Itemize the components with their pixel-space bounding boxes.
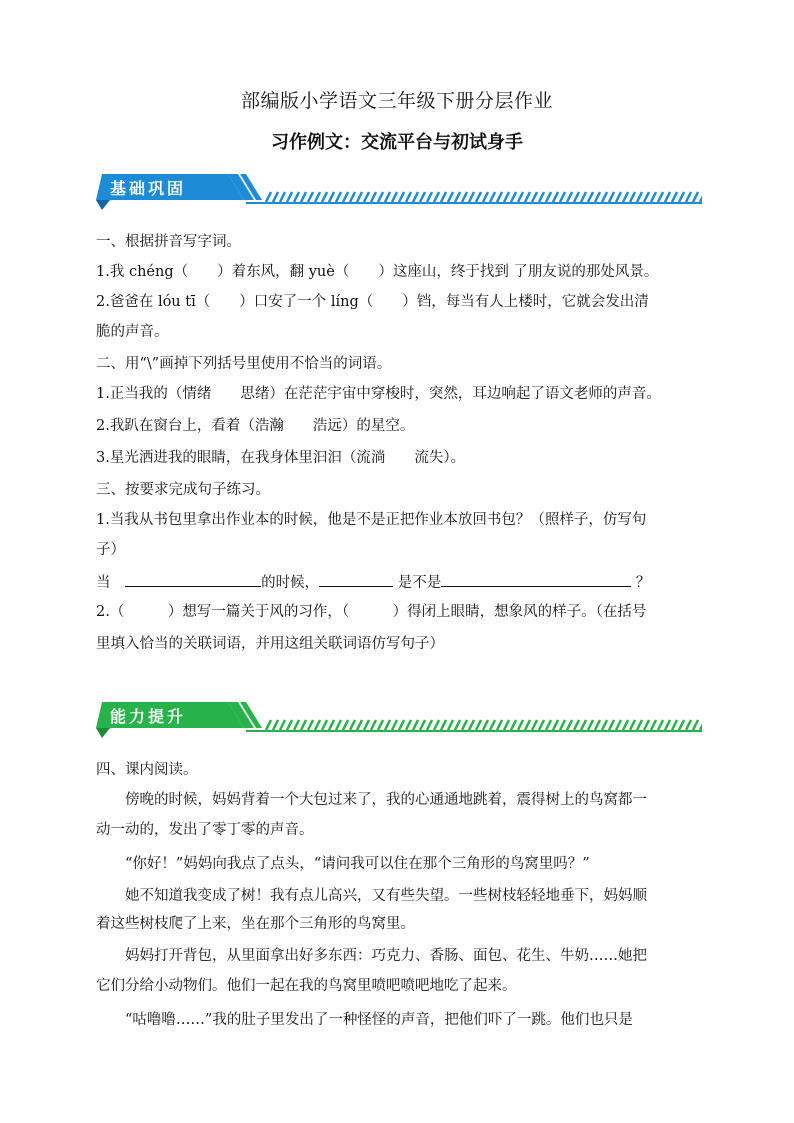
banner-hatch-mark [574,192,579,202]
banner-hatch-mark [364,720,369,730]
banner-hatch-mark [441,192,446,202]
q4-heading: 四、课内阅读。 [96,762,198,778]
banner-hatch-mark [434,720,439,730]
banner-hatch-mark [427,192,432,202]
banner-hatch-mark [413,192,418,202]
banner-hatch-mark [637,192,642,202]
banner-hatch-mark [651,720,656,730]
q4-paragraph-4b: 它们分给小动物们。他们一起在我的鸟窝里喷吧喷吧地吃了起来。 [96,978,517,994]
banner-hatch-mark [308,720,313,730]
banner-hatch-mark [329,720,334,730]
banner-hatch-mark [455,192,460,202]
q4-paragraph-1b: 动一动的，发出了零丁零的声音。 [96,822,314,838]
banner-hatch-mark [511,720,516,730]
q1-item-1: 1.我 chéng（ ）着东风，翻 yuè（ ）这座山，终于找到 了朋友说的那处风景。 [96,264,659,280]
banner-hatch-mark [357,192,362,202]
fill-shihou: 的时候， [261,575,320,591]
banner-hatch-mark [609,192,614,202]
q3-item-1a: 1.当我从书包里拿出作业本的时候，他是不是正把作业本放回书包？（照样子，仿写句 [96,512,647,528]
banner-hatch-mark [448,720,453,730]
banner-hatch-mark [490,720,495,730]
banner-hatch-mark [427,720,432,730]
banner-hatch-mark [399,720,404,730]
banner-hatch-mark [462,720,467,730]
banner-hatch-mark [371,192,376,202]
banner-hatch-mark [693,720,698,730]
banner-hatch-mark [616,192,621,202]
q2-item-2: 2.我趴在窗台上，看着（浩瀚 浩远）的星空。 [96,418,415,434]
banner-hatch-mark [504,720,509,730]
banner-hatch-mark [329,192,334,202]
banner-hatch-mark [350,720,355,730]
banner-hatch-mark [595,192,600,202]
banner-hatch-mark [350,192,355,202]
banner-hatch-mark [406,720,411,730]
banner-hatch-mark [315,720,320,730]
banner-hatch-mark [518,192,523,202]
section-banner-basic [96,170,702,212]
banner-hatch-mark [469,720,474,730]
banner-hatch-mark [679,192,684,202]
q4-paragraph-5: “咕噜噜……”我的肚子里发出了一种怪怪的声音，把他们吓了一跳。他们也只是 [125,1012,633,1028]
q4-paragraph-3a: 她不知道我变成了树！我有点儿高兴，又有些失望。一些树枝轻轻地垂下，妈妈顺 [125,888,647,904]
fill-question: ？ [635,575,651,591]
banner-hatch-mark [686,192,691,202]
q4-paragraph-1a: 傍晚的时候，妈妈背着一个大包过来了，我的心通通地跳着，震得树上的鸟窝都一 [125,792,647,808]
q4-paragraph-3b: 着这些树枝爬了上来，坐在那个三角形的鸟窝里。 [96,916,415,932]
banner-hatch-mark [343,192,348,202]
banner-hatch-mark [693,192,698,202]
banner-hatch-mark [623,192,628,202]
banner-hatch-mark [378,192,383,202]
banner-hatch-mark [567,720,572,730]
banner-hatch-mark [371,720,376,730]
banner-hatch-mark [392,192,397,202]
banner-hatch-mark [560,720,565,730]
banner-hatch-mark [532,720,537,730]
banner-hatch-mark [588,720,593,730]
q3-item-1b: 子） [96,542,125,558]
banner-hatch-mark [616,720,621,730]
q1-item-2a: 2.爸爸在 lóu tī（ ）口安了一个 líng（ ）铛，每当有人上楼时，它就会发出清 [96,294,649,310]
banner-hatch-mark [630,192,635,202]
banner-hatch-mark [651,192,656,202]
banner-hatch-mark [539,720,544,730]
banner-hatch-mark [525,720,530,730]
banner-hatch-mark [553,192,558,202]
section-banner-advanced [96,698,702,740]
banner-hatch-mark [378,720,383,730]
banner-hatch-mark [504,192,509,202]
banner-hatch-mark [483,720,488,730]
page-title: 部编版小学语文三年级下册分层作业 [240,90,553,112]
banner-hatch-mark [399,192,404,202]
banner-hatch-mark [658,720,663,730]
banner-hatch-mark [658,192,663,202]
banner-hatch-mark [700,192,702,202]
banner-hatch-mark [546,720,551,730]
banner-hatch-mark [294,192,299,202]
banner-hatch-mark [581,720,586,730]
banner-hatch-mark [315,192,320,202]
banner-hatch-mark [392,720,397,730]
banner-hatch-mark [700,720,702,730]
banner-hatch-mark [301,192,306,202]
banner-hatch-mark [630,720,635,730]
banner-hatch-mark [672,720,677,730]
banner-hatch-mark [518,720,523,730]
banner-hatch-mark [623,720,628,730]
banner-hatch-mark [280,720,285,730]
banner-hatch-mark [532,192,537,202]
banner-hatch-mark [273,192,278,202]
banner-hatch-mark [322,720,327,730]
banner-hatch-mark [336,192,341,202]
banner-hatch-mark [476,192,481,202]
banner-hatch-mark [364,192,369,202]
banner-basic-graphic [96,170,702,212]
banner-hatch-mark [322,192,327,202]
banner-hatch-mark [336,720,341,730]
banner-hatch-mark [385,192,390,202]
q2-item-1: 1.正当我的（情绪 思绪）在茫茫宇宙中穿梭时，突然，耳边响起了语文老师的声音。 [96,386,661,402]
banner-hatch-mark [686,720,691,730]
banner-hatch-mark [581,192,586,202]
banner-hatch-mark [469,192,474,202]
blank-1[interactable] [125,570,261,587]
q3-fill-row [96,570,650,593]
banner-hatch-mark [420,192,425,202]
banner-hatch-mark [280,192,285,202]
page-subtitle: 习作例文：交流平台与初试身手 [271,132,523,153]
q2-heading: 二、用“\”画掉下列括号里使用不恰当的词语。 [96,356,392,372]
banner-hatch-mark [567,192,572,202]
banner-hatch-mark [448,192,453,202]
banner-hatch-mark [497,720,502,730]
banner-hatch-mark [672,192,677,202]
fill-bushi: 是不是 [397,575,442,591]
q2-item-3: 3.星光洒进我的眼睛，在我身体里汩汩（流淌 流失）。 [96,450,466,466]
banner-hatch-mark [434,192,439,202]
q3-item-2a: 2.（ ）想写一篇关于风的习作，（ ）得闭上眼睛，想象风的样子。（在括号 [96,604,647,620]
banner-hatch-mark [637,720,642,730]
q4-paragraph-4a: 妈妈打开背包，从里面拿出好多东西：巧克力、香肠、面包、花生、牛奶……她把 [125,948,647,964]
banner-hatch-mark [343,720,348,730]
banner-hatch-mark [525,192,530,202]
q4-paragraph-2: “你好！”妈妈向我点了点头，“请问我可以住在那个三角形的鸟窝里吗？” [125,856,590,872]
banner-hatch-mark [420,720,425,730]
q1-heading: 一、根据拼音写字词。 [96,234,241,250]
banner-hatch-mark [644,192,649,202]
blank-2[interactable] [319,570,393,587]
banner-hatch-mark [266,720,271,730]
banner-hatch-mark [455,720,460,730]
banner-hatch-mark [553,720,558,730]
banner-hatch-mark [287,720,292,730]
banner-hatch-mark [287,192,292,202]
section-label-advanced: 能力提升 [110,707,187,726]
banner-hatch-mark [441,720,446,730]
q3-heading: 三、按要求完成句子练习。 [96,482,270,498]
banner-hatch-mark [602,720,607,730]
banner-hatch-mark [266,192,271,202]
banner-hatch-mark [490,192,495,202]
banner-hatch-mark [497,192,502,202]
banner-hatch-mark [406,192,411,202]
banner-hatch-mark [665,720,670,730]
banner-hatch-mark [588,192,593,202]
banner-hatch-mark [385,720,390,730]
banner-hatch-mark [308,192,313,202]
banner-hatch-mark [665,192,670,202]
banner-hatch-mark [301,720,306,730]
q3-item-2b: 里填入恰当的关联词语，并用这组关联词语仿写句子） [96,636,444,652]
banner-hatch-mark [679,720,684,730]
banner-hatch-mark [560,192,565,202]
banner-hatch-mark [609,720,614,730]
banner-hatch-mark [511,192,516,202]
section-label-basic: 基础巩固 [110,179,187,198]
banner-hatch-mark [574,720,579,730]
banner-hatch-mark [273,720,278,730]
banner-hatch-mark [476,720,481,730]
banner-hatch-mark [539,192,544,202]
blank-3[interactable] [441,570,631,587]
banner-hatch-mark [546,192,551,202]
q1-item-2b: 脆的声音。 [96,324,169,340]
fill-dang: 当 [96,575,111,591]
banner-hatch-mark [413,720,418,730]
banner-hatch-mark [644,720,649,730]
banner-hatch-mark [462,192,467,202]
banner-hatch-mark [483,192,488,202]
banner-hatch-mark [595,720,600,730]
banner-hatch-mark [357,720,362,730]
banner-hatch-mark [294,720,299,730]
banner-hatch-mark [602,192,607,202]
banner-advanced-graphic [96,698,702,740]
